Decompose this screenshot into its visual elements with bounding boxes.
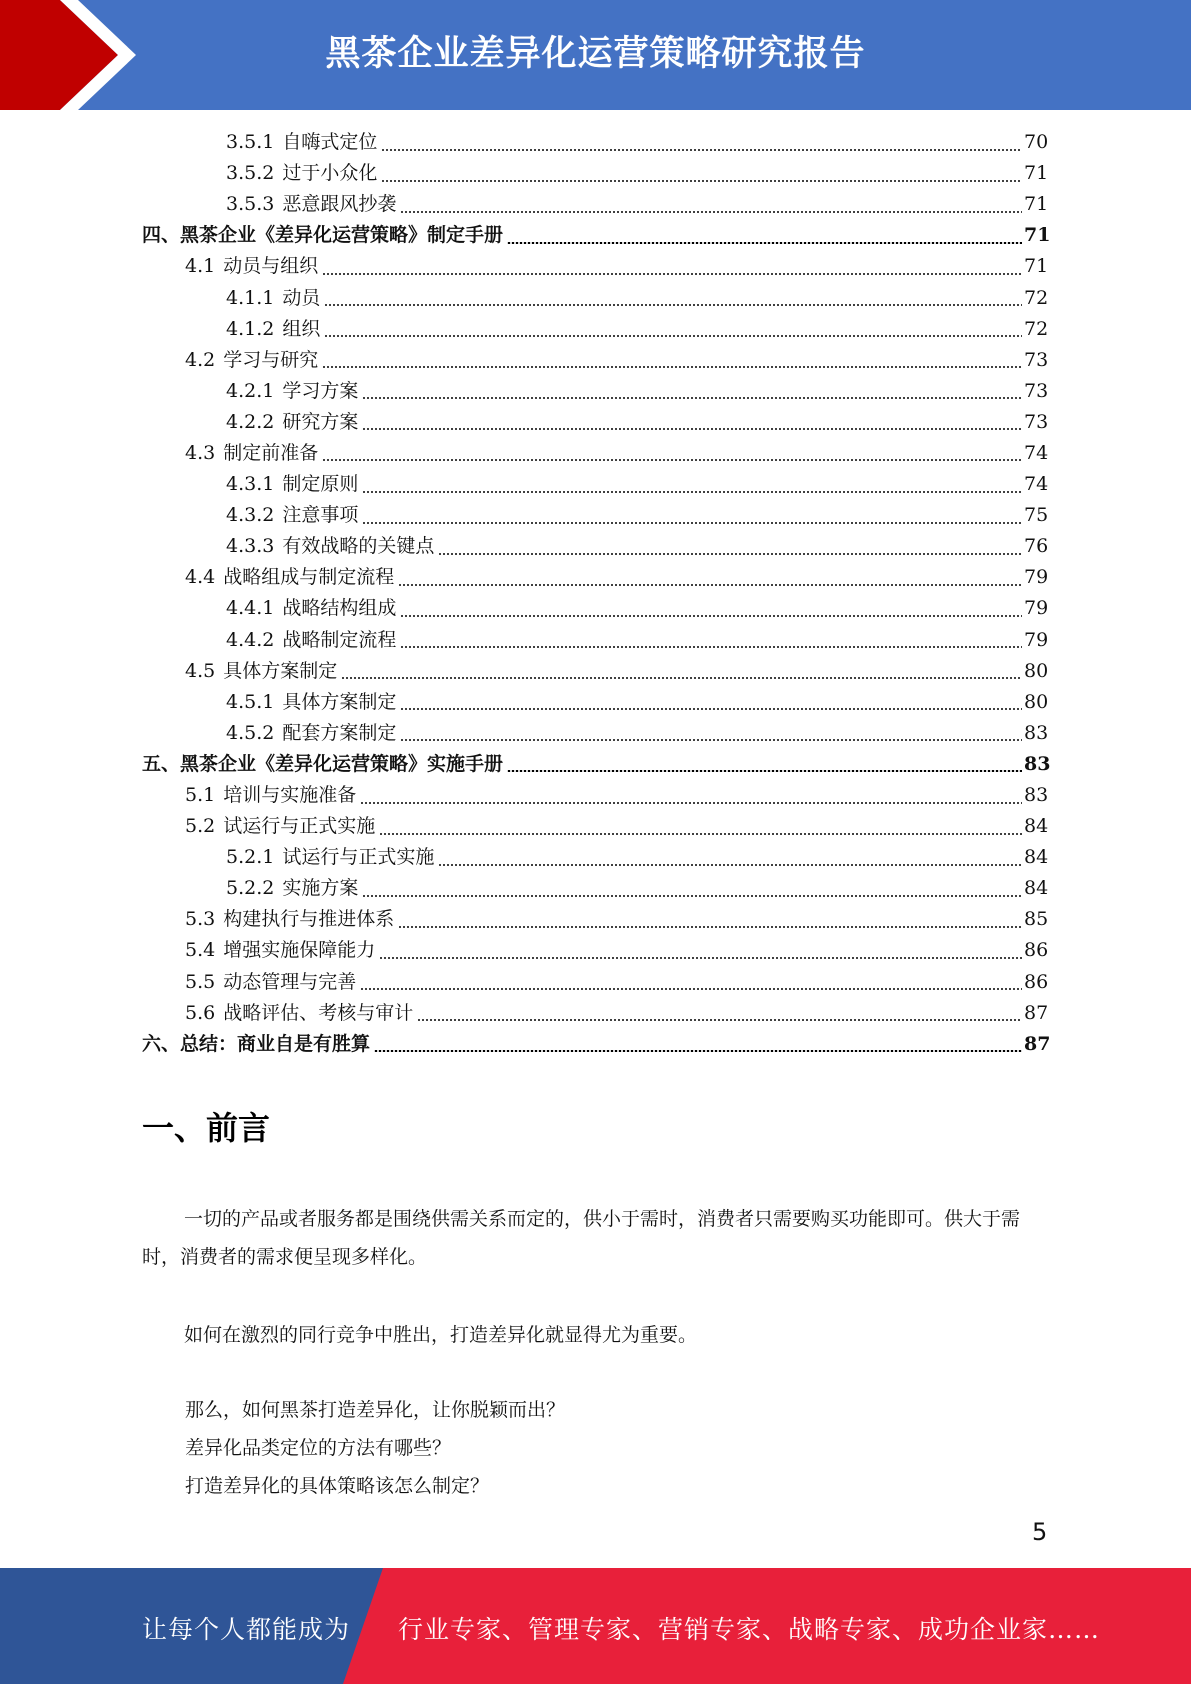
toc-page-number: 84 — [1024, 815, 1049, 838]
toc-entry[interactable] — [0, 625, 1048, 656]
toc-dot-leader — [438, 864, 1022, 866]
toc-entry-label — [226, 625, 400, 656]
toc-entry-text: 动员 — [282, 286, 321, 309]
toc-entry-label — [226, 158, 381, 189]
toc-entry-label — [185, 904, 398, 935]
toc-entry[interactable] — [0, 469, 1048, 500]
toc-page-number: 86 — [1024, 939, 1049, 962]
toc-page-number: 83 — [1024, 784, 1049, 807]
toc-entry-text: 培训与实施准备 — [223, 784, 357, 807]
toc-page-number: 87 — [1024, 1001, 1049, 1024]
toc-page-number: 80 — [1024, 659, 1049, 682]
toc-entry[interactable] — [0, 873, 1048, 904]
toc-entry-text: 恶意跟风抄袭 — [282, 193, 397, 216]
toc-dot-leader — [438, 553, 1022, 555]
toc-page-number: 79 — [1024, 597, 1049, 620]
toc-entry-number: 3.5.3 — [226, 193, 275, 216]
toc-entry-label — [185, 562, 398, 593]
toc-entry[interactable] — [0, 251, 1048, 282]
toc-entry-text: 战略结构组成 — [282, 597, 397, 620]
toc-page-number: 86 — [1024, 970, 1049, 993]
toc-entry[interactable] — [0, 718, 1048, 749]
toc-entry-number: 4.2.2 — [226, 410, 275, 433]
toc-entry[interactable] — [0, 1029, 1051, 1060]
toc-entry-text: 过于小众化 — [282, 162, 378, 185]
toc-entry[interactable] — [0, 811, 1048, 842]
toc-entry-number: 5.2.2 — [226, 877, 275, 900]
toc-dot-leader — [379, 957, 1022, 959]
toc-entry-number: 3.5.1 — [226, 131, 275, 154]
table-of-contents — [0, 127, 1191, 1060]
toc-entry-number: 5.1 — [185, 784, 216, 807]
question-line: 差异化品类定位的方法有哪些？ — [185, 1437, 452, 1459]
toc-entry-number: 4.5.1 — [226, 690, 275, 713]
toc-entry-text: 制定原则 — [282, 473, 359, 496]
toc-entry-label — [142, 220, 507, 251]
toc-entry-label — [226, 500, 362, 531]
toc-entry-text: 四、黑茶企业《差异化运营策略》制定手册 — [142, 224, 504, 247]
toc-entry-number: 4.5.2 — [226, 721, 275, 744]
toc-page-number: 72 — [1024, 286, 1049, 309]
question-line: 那么，如何黑茶打造差异化，让你脱颖而出？ — [185, 1399, 566, 1421]
toc-entry-number: 5.3 — [185, 908, 216, 931]
toc-page-number: 83 — [1024, 752, 1051, 775]
toc-entry[interactable] — [0, 562, 1048, 593]
toc-entry[interactable] — [0, 500, 1048, 531]
toc-dot-leader — [374, 1050, 1022, 1052]
toc-entry-number: 3.5.2 — [226, 162, 275, 185]
toc-entry[interactable] — [0, 531, 1048, 562]
toc-entry-text: 自嗨式定位 — [282, 131, 378, 154]
toc-entry-text: 五、黑茶企业《差异化运营策略》实施手册 — [142, 752, 504, 775]
toc-entry-number: 4.3.1 — [226, 473, 275, 496]
document-title: 黑茶企业差异化运营策略研究报告 — [325, 34, 866, 74]
toc-entry-text: 实施方案 — [282, 877, 359, 900]
intro-paragraph — [142, 1200, 1048, 1276]
toc-entry-number: 5.6 — [185, 1001, 216, 1024]
toc-entry[interactable] — [0, 376, 1048, 407]
toc-page-number: 74 — [1024, 441, 1049, 464]
paragraph-text: 一切的产品或者服务都是围绕供需关系而定的，供小于需时，消费者只需要购买功能即可。供大于需时，消费者的需求便呈现多样化。 — [142, 1208, 1021, 1268]
toc-page-number: 87 — [1024, 1032, 1051, 1055]
toc-dot-leader — [400, 211, 1022, 213]
toc-entry[interactable] — [0, 967, 1048, 998]
toc-dot-leader — [322, 366, 1022, 368]
toc-page-number: 71 — [1024, 162, 1049, 185]
toc-entry-number: 5.2 — [185, 815, 216, 838]
toc-entry-text: 战略制定流程 — [282, 628, 397, 651]
toc-entry-label — [226, 407, 362, 438]
page-number: 5 — [1032, 1518, 1048, 1546]
toc-entry-number: 5.4 — [185, 939, 216, 962]
toc-page-number: 84 — [1024, 877, 1049, 900]
toc-dot-leader — [400, 739, 1022, 741]
toc-entry-number: 4.2 — [185, 348, 216, 371]
toc-entry-text: 试运行与正式实施 — [223, 815, 376, 838]
toc-entry-text: 试运行与正式实施 — [282, 846, 435, 869]
toc-entry-text: 学习与研究 — [223, 348, 319, 371]
paragraph — [142, 1316, 1048, 1354]
toc-entry[interactable] — [0, 314, 1048, 345]
toc-entry-label — [226, 531, 438, 562]
toc-entry-text: 学习方案 — [282, 379, 359, 402]
toc-entry-text: 战略组成与制定流程 — [223, 566, 395, 589]
toc-page-number: 79 — [1024, 628, 1049, 651]
toc-entry-number: 4.3 — [185, 441, 216, 464]
toc-entry-text: 六、总结：商业自是有胜算 — [142, 1032, 371, 1055]
toc-entry-number: 5.5 — [185, 970, 216, 993]
toc-entry-text: 构建执行与推进体系 — [223, 908, 395, 931]
toc-dot-leader — [362, 491, 1022, 493]
toc-page-number: 70 — [1024, 131, 1049, 154]
toc-entry-number: 5.2.1 — [226, 846, 275, 869]
toc-entry-label — [185, 811, 379, 842]
toc-entry[interactable] — [0, 935, 1048, 966]
toc-dot-leader — [381, 149, 1022, 151]
toc-entry-label — [226, 376, 362, 407]
toc-entry-number: 4.4 — [185, 566, 216, 589]
toc-page-number: 73 — [1024, 379, 1049, 402]
toc-entry[interactable] — [0, 780, 1048, 811]
toc-entry-label — [226, 873, 362, 904]
toc-entry-label — [226, 314, 324, 345]
toc-entry-number: 4.3.3 — [226, 535, 275, 558]
toc-entry-label — [226, 127, 381, 158]
toc-entry[interactable] — [0, 127, 1048, 158]
toc-dot-leader — [507, 242, 1022, 244]
section-heading: 一、前言 — [142, 1109, 271, 1147]
toc-dot-leader — [362, 428, 1022, 430]
toc-entry[interactable] — [0, 593, 1048, 624]
toc-entry[interactable] — [0, 904, 1048, 935]
toc-dot-leader — [324, 304, 1022, 306]
toc-entry-label — [226, 469, 362, 500]
toc-entry-number: 4.3.2 — [226, 504, 275, 527]
toc-entry[interactable] — [0, 345, 1048, 376]
toc-entry-text: 战略评估、考核与审计 — [223, 1001, 414, 1024]
toc-dot-leader — [362, 397, 1022, 399]
toc-page-number: 83 — [1024, 721, 1049, 744]
toc-page-number: 71 — [1024, 255, 1049, 278]
toc-entry-text: 注意事项 — [282, 504, 359, 527]
page-header — [0, 0, 1191, 110]
toc-page-number: 72 — [1024, 317, 1049, 340]
toc-entry-label — [185, 780, 360, 811]
toc-entry-label — [185, 656, 341, 687]
toc-page-number: 73 — [1024, 348, 1049, 371]
toc-entry-label — [142, 749, 507, 780]
toc-entry[interactable] — [0, 687, 1048, 718]
toc-dot-leader — [400, 615, 1022, 617]
question-line: 打造差异化的具体策略该怎么制定？ — [185, 1475, 490, 1497]
toc-entry-number: 4.2.1 — [226, 379, 275, 402]
toc-entry-text: 组织 — [282, 317, 321, 340]
toc-dot-leader — [362, 522, 1022, 524]
toc-entry-label — [226, 842, 438, 873]
toc-page-number: 74 — [1024, 473, 1049, 496]
toc-entry[interactable] — [0, 656, 1048, 687]
toc-dot-leader — [322, 459, 1022, 461]
toc-entry-text: 具体方案制定 — [223, 659, 338, 682]
toc-dot-leader — [341, 677, 1022, 679]
toc-entry-number: 4.5 — [185, 659, 216, 682]
toc-entry[interactable] — [0, 220, 1051, 251]
toc-dot-leader — [324, 335, 1022, 337]
toc-dot-leader — [507, 770, 1022, 772]
toc-entry-label — [226, 189, 400, 220]
toc-dot-leader — [360, 802, 1022, 804]
toc-entry-text: 动员与组织 — [223, 255, 319, 278]
toc-entry-label — [226, 718, 400, 749]
toc-dot-leader — [360, 988, 1022, 990]
toc-entry[interactable] — [0, 749, 1051, 780]
toc-entry-text: 配套方案制定 — [282, 721, 397, 744]
toc-entry-label — [142, 1029, 374, 1060]
toc-entry-number: 4.4.2 — [226, 628, 275, 651]
toc-page-number: 73 — [1024, 410, 1049, 433]
toc-page-number: 80 — [1024, 690, 1049, 713]
toc-entry-label — [185, 998, 417, 1029]
toc-entry-label — [185, 438, 322, 469]
toc-dot-leader — [400, 708, 1022, 710]
toc-entry-text: 有效战略的关键点 — [282, 535, 435, 558]
toc-entry-label — [226, 687, 400, 718]
toc-entry[interactable] — [0, 998, 1048, 1029]
paragraph-text: 如何在激烈的同行竞争中胜出，打造差异化就显得尤为重要。 — [184, 1324, 698, 1346]
toc-dot-leader — [362, 895, 1022, 897]
footer-slogan-left: 让每个人都能成为 — [142, 1615, 351, 1644]
toc-entry-label — [185, 935, 379, 966]
toc-entry-label — [185, 251, 322, 282]
toc-dot-leader — [398, 584, 1022, 586]
toc-entry[interactable] — [0, 842, 1048, 873]
toc-page-number: 71 — [1024, 193, 1049, 216]
toc-entry-text: 动态管理与完善 — [223, 970, 357, 993]
toc-entry-label — [226, 593, 400, 624]
toc-entry-label — [185, 345, 322, 376]
toc-dot-leader — [322, 273, 1022, 275]
toc-entry-number: 4.4.1 — [226, 597, 275, 620]
toc-page-number: 71 — [1024, 224, 1051, 247]
toc-page-number: 79 — [1024, 566, 1049, 589]
toc-dot-leader — [379, 833, 1022, 835]
toc-entry[interactable] — [0, 282, 1048, 313]
toc-dot-leader — [381, 180, 1022, 182]
toc-entry-number: 4.1 — [185, 255, 216, 278]
toc-entry-label — [226, 283, 324, 314]
toc-entry-label — [185, 967, 360, 998]
toc-page-number: 75 — [1024, 504, 1049, 527]
toc-entry[interactable] — [0, 438, 1048, 469]
toc-dot-leader — [398, 926, 1022, 928]
toc-entry-text: 研究方案 — [282, 410, 359, 433]
toc-entry-number: 4.1.2 — [226, 317, 275, 340]
toc-entry-text: 增强实施保障能力 — [223, 939, 376, 962]
toc-dot-leader — [417, 1019, 1022, 1021]
toc-page-number: 76 — [1024, 535, 1049, 558]
toc-entry[interactable] — [0, 158, 1048, 189]
toc-entry-text: 制定前准备 — [223, 441, 319, 464]
toc-dot-leader — [400, 646, 1022, 648]
toc-page-number: 84 — [1024, 846, 1049, 869]
toc-entry-text: 具体方案制定 — [282, 690, 397, 713]
toc-page-number: 85 — [1024, 908, 1049, 931]
page-footer — [0, 1568, 1191, 1684]
footer-slogan-right: 行业专家、管理专家、营销专家、战略专家、成功企业家…… — [398, 1615, 1101, 1644]
toc-entry[interactable] — [0, 407, 1048, 438]
toc-entry[interactable] — [0, 189, 1048, 220]
toc-entry-number: 4.1.1 — [226, 286, 275, 309]
